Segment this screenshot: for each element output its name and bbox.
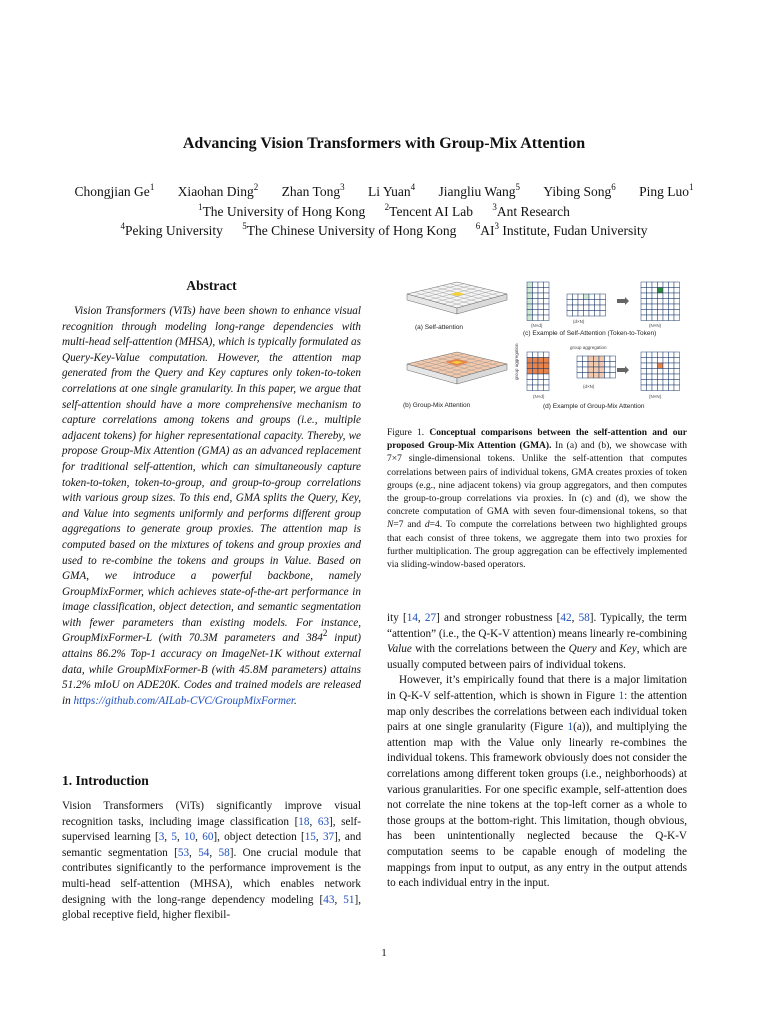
matrix-cell — [544, 380, 550, 386]
matrix-cell — [599, 367, 605, 373]
matrix-cell — [583, 367, 589, 373]
matrix-cell — [652, 352, 658, 358]
matrix-cell — [669, 282, 675, 288]
matrix-cell — [641, 288, 647, 294]
matrix-cell — [647, 352, 653, 358]
matrix-cell — [527, 358, 533, 364]
matrix-cell — [647, 299, 653, 305]
matrix-cell — [573, 300, 579, 306]
arrow-icon — [617, 366, 629, 374]
matrix-cell — [588, 362, 594, 368]
matrix-cell — [538, 385, 544, 391]
matrix-cell — [641, 352, 647, 358]
group-mix-attention-grid — [407, 352, 507, 384]
matrix-cell — [647, 369, 653, 375]
paper-title: Advancing Vision Transformers with Group-Mix Attention — [182, 135, 586, 152]
matrix-cell — [652, 385, 658, 391]
matrix-cell — [669, 304, 675, 310]
matrix-cell — [594, 367, 600, 373]
matrix-cell — [663, 310, 669, 316]
matrix-cell — [652, 374, 658, 380]
matrix-cell — [641, 374, 647, 380]
matrix-cell — [538, 315, 544, 321]
matrix-cell — [663, 380, 669, 386]
figure-link[interactable]: 1 — [618, 689, 625, 702]
matrix-cell — [588, 367, 594, 373]
matrix-cell — [600, 305, 606, 311]
matrix-cell — [641, 380, 647, 386]
matrix-cell — [544, 385, 550, 391]
figure-label-d: (d) Example of Group-Mix Attention — [543, 403, 645, 410]
citation-link[interactable]: 58 — [578, 612, 590, 624]
author: Xiaohan Ding$^2$ — [177, 181, 259, 199]
matrix-cell — [533, 299, 539, 305]
matrix-cell — [658, 304, 664, 310]
matrix-cell — [669, 369, 675, 375]
matrix-cell — [544, 293, 550, 299]
author: Zhan Tong$^3$ — [281, 181, 345, 199]
matrix-cell — [583, 356, 589, 362]
affiliation-line — [0, 220, 768, 239]
right-column-body — [387, 611, 687, 892]
matrix-cell — [674, 385, 680, 391]
citation-link[interactable]: 37 — [322, 831, 335, 844]
matrix-cell — [533, 315, 539, 321]
matrix-cell — [533, 293, 539, 299]
matrix-cell — [600, 311, 606, 317]
matrix-cell — [599, 362, 605, 368]
matrix-cell — [658, 288, 664, 294]
matrix-cell — [544, 310, 550, 316]
matrix-cell — [583, 362, 589, 368]
citation-link[interactable]: 63 — [317, 815, 330, 828]
page-number: 1 — [381, 947, 387, 959]
matrix-cell — [594, 356, 600, 362]
matrix-cell — [647, 310, 653, 316]
matrix-cell — [658, 369, 664, 375]
matrix-cell — [669, 380, 675, 386]
matrix-cell — [527, 282, 533, 288]
group-aggregation-label: group aggregation — [570, 345, 607, 350]
matrix-cell — [589, 305, 595, 311]
matrix-cell — [652, 288, 658, 294]
figure-label-c: (c) Example of Self-Attention (Token-to-Token) — [523, 330, 657, 337]
matrix-cell — [652, 304, 658, 310]
matrix-cell — [641, 293, 647, 299]
citation-link[interactable]: 27 — [424, 612, 437, 624]
matrix-cell — [658, 363, 664, 369]
matrix-cell — [527, 315, 533, 321]
matrix-cell — [538, 352, 544, 358]
abstract-heading: Abstract — [186, 278, 237, 293]
matrix-cell — [663, 293, 669, 299]
matrix-cell — [652, 315, 658, 321]
matrix-cell — [588, 356, 594, 362]
matrix-cell — [544, 358, 550, 364]
matrix-cell — [610, 356, 616, 362]
citation-link[interactable]: 60 — [202, 831, 214, 844]
matrix-cell — [567, 311, 573, 317]
matrix-cell — [595, 311, 601, 317]
matrix-query-grouped — [527, 352, 549, 391]
matrix-cell — [652, 363, 658, 369]
matrix-cell — [527, 374, 533, 380]
matrix-cell — [538, 358, 544, 364]
matrix-cell — [647, 358, 653, 364]
dim-label: (N×N) — [649, 394, 662, 399]
figure-label-a: (a) Self-attention — [415, 324, 464, 331]
matrix-cell — [538, 299, 544, 305]
matrix-cell — [652, 369, 658, 375]
matrix-cell — [544, 282, 550, 288]
matrix-cell — [538, 288, 544, 294]
matrix-cell — [647, 288, 653, 294]
matrix-cell — [544, 315, 550, 321]
matrix-cell — [533, 385, 539, 391]
matrix-cell — [641, 358, 647, 364]
matrix-cell — [652, 299, 658, 305]
matrix-cell — [605, 362, 611, 368]
matrix-cell — [641, 363, 647, 369]
matrix-cell — [577, 356, 583, 362]
matrix-cell — [647, 363, 653, 369]
matrix-cell — [584, 311, 590, 317]
matrix-cell — [573, 294, 579, 300]
matrix-cell — [594, 362, 600, 368]
matrix-cell — [527, 288, 533, 294]
matrix-cell — [669, 299, 675, 305]
matrix-cell — [589, 294, 595, 300]
matrix-cell — [647, 374, 653, 380]
matrix-cell — [647, 380, 653, 386]
matrix-cell — [663, 299, 669, 305]
figure-label-b: (b) Group-Mix Attention — [403, 402, 471, 409]
affiliation: $^4$Peking University — [120, 220, 223, 238]
matrix-cell — [663, 315, 669, 321]
matrix-key-grouped — [577, 356, 616, 378]
matrix-cell — [658, 352, 664, 358]
matrix-cell — [663, 358, 669, 364]
matrix-cell — [647, 293, 653, 299]
citation-link[interactable]: 18 — [298, 815, 310, 828]
matrix-cell — [641, 310, 647, 316]
matrix-cell — [567, 300, 573, 306]
matrix-cell — [647, 304, 653, 310]
matrix-cell — [527, 385, 533, 391]
matrix-cell — [599, 373, 605, 379]
matrix-cell — [538, 282, 544, 288]
matrix-cell — [674, 369, 680, 375]
author: Ping Luo$^1$ — [639, 181, 694, 199]
matrix-cell — [527, 310, 533, 316]
matrix-cell — [533, 363, 539, 369]
matrix-cell — [527, 299, 533, 305]
matrix-cell — [583, 373, 589, 379]
dim-label: (d×N) — [583, 384, 595, 389]
matrix-cell — [573, 311, 579, 317]
author-list — [0, 181, 768, 200]
matrix-cell — [533, 358, 539, 364]
matrix-cell — [674, 310, 680, 316]
matrix-cell — [641, 299, 647, 305]
figure-link[interactable]: 1 — [567, 721, 574, 734]
self-attention-grid — [407, 282, 507, 314]
matrix-cell — [578, 305, 584, 311]
matrix-cell — [544, 288, 550, 294]
abstract-body: Vision Transformers (ViTs) have been shown to enhance visual recognition through modeling long-range dependencies with multi-head self-attention (MHSA), which is typically formulated as Query-Key-Value computation. However, the attention map generated from the Query and Key captures only token-to-token correlations at one single granularity. In this paper, we argue that self-attention should have a more comprehensive mechanism to capture correlations among tokens and groups (i.e., multiple adjacent tokens) for higher representational capacity. Thereby, we propose Group-Mix Attention (GMA) as an advanced replacement for traditional self-attention, which can simultaneously capture token-to-token, token-to-group, and group-to-group correlations with various group sizes. To this end, GMA splits the Query, Key, and Value into segments uniformly and performs different group aggregations to generate group proxies. The attention map is computed based on the mixtures of tokens and group proxies and used to re-combine the tokens and groups in Value. Based on GMA, we introduce a powerful backbone, namely GroupMixFormer, which achieves state-of-the-art performance in image classification, object detection, and semantic segmentation with fewer parameters than existing models. For instance, GroupMixFormer-L (with 70.3M parameters and $384^2$ input) attains 86.2% Top-1 accuracy on ImageNet-1K without external data, while GroupMixFormer-B (with 45.8M parameters) attains 51.2% mIoU on ADE20K. Codes and trained models are released in https://github.com/AILab-CVC/GroupMixFormer. — [62, 305, 361, 707]
affiliation: $^5$The Chinese University of Hong Kong — [242, 220, 457, 238]
matrix-cell — [658, 299, 664, 305]
citation-link[interactable]: 3 — [158, 831, 165, 844]
matrix-cell — [544, 352, 550, 358]
matrix-cell — [663, 385, 669, 391]
group-aggregation-label: group aggregation — [514, 343, 519, 380]
matrix-cell — [652, 293, 658, 299]
matrix-cell — [577, 362, 583, 368]
matrix-cell — [674, 380, 680, 386]
matrix-key — [567, 294, 606, 316]
matrix-cell — [669, 374, 675, 380]
matrix-cell — [533, 288, 539, 294]
matrix-cell — [538, 374, 544, 380]
matrix-cell — [652, 310, 658, 316]
affiliation: $^3$Ant Research — [492, 201, 570, 219]
matrix-cell — [527, 293, 533, 299]
matrix-cell — [674, 358, 680, 364]
citation-link[interactable]: 51 — [343, 893, 355, 906]
matrix-cell — [600, 294, 606, 300]
dim-label: (N×d) — [533, 394, 545, 399]
matrix-cell — [663, 352, 669, 358]
affiliation: $^6AI^3$ Institute, Fudan University — [475, 220, 648, 238]
affiliation: $^1$The University of Hong Kong — [198, 201, 366, 219]
matrix-cell — [641, 315, 647, 321]
matrix-cell — [605, 373, 611, 379]
paragraph: However, it’s empirically found that there is a major limitation in Q-K-V self-attention, which is shown in Figure 1: the attention map only describes the correlations between each individual token pairs at one single granularity (Figure 1(a)), and multiplying the attention map with the Value only linearly re-combines the individual tokens. This framework obviously does not consider the correlations among different token groups (i.e., neighborhoods) at various granularities. For one specific example, self-attention does not correlate the nine tokens at the top-left corner as a whole to those groups at the bottom-right. This limitation, though obvious, has been unintentionally neglected because the Q-K-V computation seems to be capable enough of modeling the mappings from input to output, as any entry in the output attends to each individual entry in the input. — [387, 674, 688, 890]
matrix-cell — [605, 367, 611, 373]
matrix-cell — [605, 356, 611, 362]
matrix-cell — [641, 304, 647, 310]
matrix-cell — [610, 362, 616, 368]
matrix-cell — [663, 369, 669, 375]
matrix-cell — [669, 352, 675, 358]
author: Chongjian Ge$^1$ — [74, 181, 155, 199]
matrix-cell — [544, 299, 550, 305]
matrix-cell — [674, 288, 680, 294]
matrix-cell — [578, 311, 584, 317]
matrix-cell — [527, 352, 533, 358]
matrix-cell — [669, 385, 675, 391]
citation-link[interactable]: 15 — [304, 831, 316, 844]
citation-link[interactable]: 5 — [171, 831, 177, 844]
matrix-cell — [641, 282, 647, 288]
matrix-cell — [658, 282, 664, 288]
matrix-cell — [595, 294, 601, 300]
matrix-cell — [674, 304, 680, 310]
matrix-cell — [538, 293, 544, 299]
matrix-cell — [589, 300, 595, 306]
matrix-cell — [647, 385, 653, 391]
matrix-cell — [544, 374, 550, 380]
matrix-cell — [674, 315, 680, 321]
matrix-cell — [647, 315, 653, 321]
matrix-cell — [658, 310, 664, 316]
matrix-cell — [584, 300, 590, 306]
matrix-cell — [527, 304, 533, 310]
matrix-group-attention — [641, 352, 680, 391]
matrix-cell — [588, 373, 594, 379]
matrix-cell — [538, 363, 544, 369]
matrix-cell — [669, 293, 675, 299]
matrix-cell — [658, 385, 664, 391]
matrix-cell — [578, 300, 584, 306]
section-heading-introduction: 1. Introduction — [62, 773, 149, 788]
matrix-cell — [599, 356, 605, 362]
matrix-cell — [567, 294, 573, 300]
matrix-cell — [578, 294, 584, 300]
affiliation: $^2$Tencent AI Lab — [384, 201, 473, 219]
matrix-cell — [533, 369, 539, 375]
dim-label: (N×N) — [649, 323, 662, 328]
matrix-cell — [584, 294, 590, 300]
paragraph: ity [14, 27] and stronger robustness [42, 58]. Typically, the term “attention” (i.e., the Q-K-V attention) means linearly re-combining Value with the correlations between the Query and Key, which are usually computed between pairs of individual tokens. — [387, 612, 687, 671]
dim-label: (d×N) — [573, 319, 585, 324]
citation-link[interactable]: 58 — [218, 846, 230, 859]
matrix-cell — [663, 374, 669, 380]
introduction-body: Vision Transformers (ViTs) significantly improve visual recognition tasks, including image classification [18, 63], self-supervised learning [3, 5, 10, 60], object detection [15, 37], and semantic segmentation [53, 54, 58]. One crucial module that contributes significantly to the performance improvement is the multi-head self-attention (MHSA), which enables network designing with the long-range dependency modeling [43, 51], global receptive field, higher flexibil- — [62, 800, 362, 922]
matrix-query — [527, 282, 549, 321]
matrix-cell — [538, 304, 544, 310]
matrix-cell — [674, 363, 680, 369]
matrix-cell — [652, 282, 658, 288]
citation-link[interactable]: 14 — [406, 612, 418, 624]
figure-caption: Figure 1. Conceptual comparisons between the self-attention and our proposed Group-Mix Attention (GMA). In (a) and (b), we showcase with 7×7 single-dimensional tokens. Unlike the self-attention that computes correlations between pairs of individual tokens, GMA creates proxies of token groups (e.g., nine adjacent tokens) via group aggregators, and then computes the group-to-group correlations via proxies. In (c) and (d), we show the concrete computation of GMA with seven four-dimensional tokens, so that N=7 and d=4. To compute the correlations between two highlighted groups that each consist of three tokens, we aggregate them into two proxies for further multiplication. The group aggregation can be effectively implemented via sliding-window-based operators. — [387, 428, 687, 571]
matrix-cell — [567, 305, 573, 311]
matrix-cell — [577, 373, 583, 379]
matrix-cell — [527, 380, 533, 386]
matrix-cell — [658, 374, 664, 380]
matrix-cell — [589, 311, 595, 317]
matrix-cell — [538, 310, 544, 316]
dim-label: (N×d) — [531, 323, 543, 328]
code-link[interactable]: https://github.com/AILab-CVC/GroupMixFormer — [73, 694, 295, 707]
matrix-cell — [538, 380, 544, 386]
matrix-cell — [527, 369, 533, 375]
matrix-cell — [663, 282, 669, 288]
matrix-attention — [641, 282, 680, 321]
matrix-cell — [669, 358, 675, 364]
author: Jiangliu Wang$^5$ — [438, 181, 521, 199]
matrix-cell — [538, 369, 544, 375]
matrix-cell — [669, 288, 675, 294]
matrix-cell — [533, 374, 539, 380]
matrix-cell — [595, 300, 601, 306]
matrix-cell — [674, 374, 680, 380]
matrix-cell — [600, 300, 606, 306]
matrix-cell — [533, 310, 539, 316]
matrix-cell — [544, 304, 550, 310]
matrix-cell — [533, 282, 539, 288]
matrix-cell — [663, 304, 669, 310]
citation-link[interactable]: 54 — [198, 846, 210, 859]
figure-1-diagram — [395, 272, 685, 414]
author: Li Yuan$^4$ — [367, 181, 416, 199]
citation-link[interactable]: 10 — [183, 831, 196, 844]
matrix-cell — [610, 367, 616, 373]
matrix-cell — [533, 304, 539, 310]
matrix-cell — [658, 293, 664, 299]
arrow-icon — [617, 297, 629, 305]
matrix-cell — [669, 310, 675, 316]
matrix-cell — [594, 373, 600, 379]
matrix-cell — [544, 369, 550, 375]
affiliation-line — [0, 201, 768, 220]
citation-link[interactable]: 53 — [177, 846, 190, 859]
matrix-cell — [527, 363, 533, 369]
matrix-cell — [573, 305, 579, 311]
matrix-cell — [652, 358, 658, 364]
matrix-cell — [533, 380, 539, 386]
matrix-cell — [577, 367, 583, 373]
citation-link[interactable]: 42 — [560, 612, 572, 624]
matrix-cell — [641, 369, 647, 375]
matrix-cell — [658, 380, 664, 386]
matrix-cell — [674, 282, 680, 288]
matrix-cell — [533, 352, 539, 358]
matrix-cell — [658, 315, 664, 321]
matrix-cell — [595, 305, 601, 311]
matrix-cell — [641, 385, 647, 391]
matrix-cell — [663, 363, 669, 369]
matrix-cell — [658, 358, 664, 364]
matrix-cell — [652, 380, 658, 386]
matrix-cell — [610, 373, 616, 379]
matrix-cell — [544, 363, 550, 369]
matrix-cell — [669, 363, 675, 369]
matrix-cell — [674, 299, 680, 305]
matrix-cell — [584, 305, 590, 311]
author: Yibing Song$^6$ — [543, 181, 616, 199]
matrix-cell — [647, 282, 653, 288]
citation-link[interactable]: 43 — [323, 893, 335, 906]
matrix-cell — [674, 293, 680, 299]
matrix-cell — [669, 315, 675, 321]
matrix-cell — [663, 288, 669, 294]
matrix-cell — [674, 352, 680, 358]
